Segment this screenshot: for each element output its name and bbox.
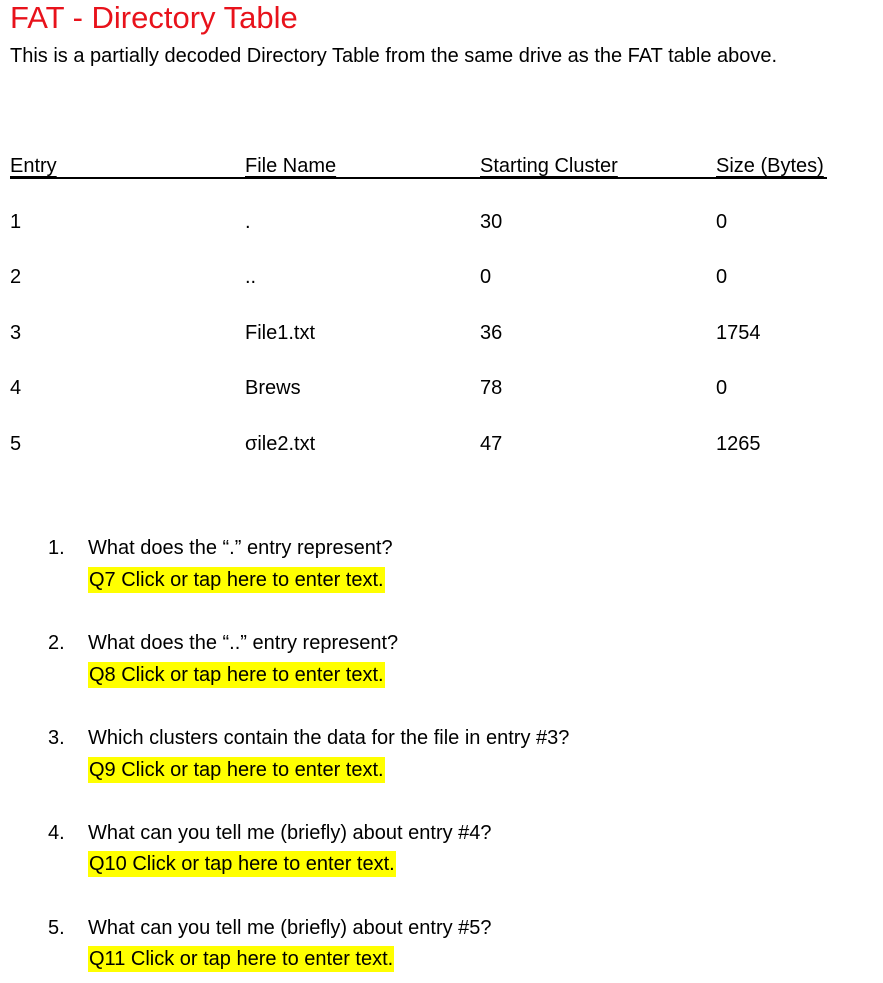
question-item [48,630,398,656]
answer-field-q8[interactable]: Q8 Click or tap here to enter text. [89,664,384,686]
question-item [48,535,393,561]
question-text: Which clusters contain the data for the file in entry #3? [88,727,570,749]
answer-field-q10[interactable]: Q10 Click or tap here to enter text. [89,853,395,875]
question-text: What does the “..” entry represent? [88,632,399,654]
answer-field-q7[interactable]: Q7 Click or tap here to enter text. [89,569,384,591]
intro-text: This is a partially decoded Directory Table from the same drive as the FAT table above. [10,45,778,67]
cell-starting-cluster: 36 [480,322,503,344]
cell-size: 0 [716,211,728,233]
cell-entry: 1 [10,211,22,233]
question-number: 2. [48,632,65,654]
header-entry: Entry [10,155,57,177]
page-title: FAT - Directory Table [10,0,298,35]
cell-starting-cluster: 30 [480,211,503,233]
cell-starting-cluster: 47 [480,433,503,455]
question-text: What can you tell me (briefly) about entry #5? [88,917,492,939]
answer-field-q9[interactable]: Q9 Click or tap here to enter text. [89,759,384,781]
answer-field-q11[interactable]: Q11 Click or tap here to enter text. [89,948,394,970]
question-item [48,915,492,941]
cell-entry: 3 [10,322,22,344]
header-rule [10,177,827,179]
cell-file-name: File1.txt [245,322,316,344]
cell-entry: 4 [10,377,22,399]
cell-size: 0 [716,266,728,288]
cell-file-name: σile2.txt [245,433,316,455]
question-number: 5. [48,917,65,939]
cell-entry: 2 [10,266,22,288]
cell-starting-cluster: 78 [480,377,503,399]
question-item [48,725,569,751]
cell-file-name: . [245,211,251,233]
header-file-name: File Name [245,155,337,177]
question-number: 4. [48,822,65,844]
cell-size: 1265 [716,433,761,455]
header-size: Size (Bytes) [716,155,824,177]
cell-entry: 5 [10,433,22,455]
cell-size: 0 [716,377,728,399]
question-number: 3. [48,727,65,749]
cell-file-name: .. [245,266,257,288]
cell-starting-cluster: 0 [480,266,492,288]
question-number: 1. [48,537,65,559]
question-item [48,820,492,846]
cell-size: 1754 [716,322,761,344]
cell-file-name: Brews [245,377,301,399]
question-text: What can you tell me (briefly) about entry #4? [88,822,492,844]
question-text: What does the “.” entry represent? [88,537,393,559]
header-starting-cluster: Starting Cluster [480,155,618,177]
